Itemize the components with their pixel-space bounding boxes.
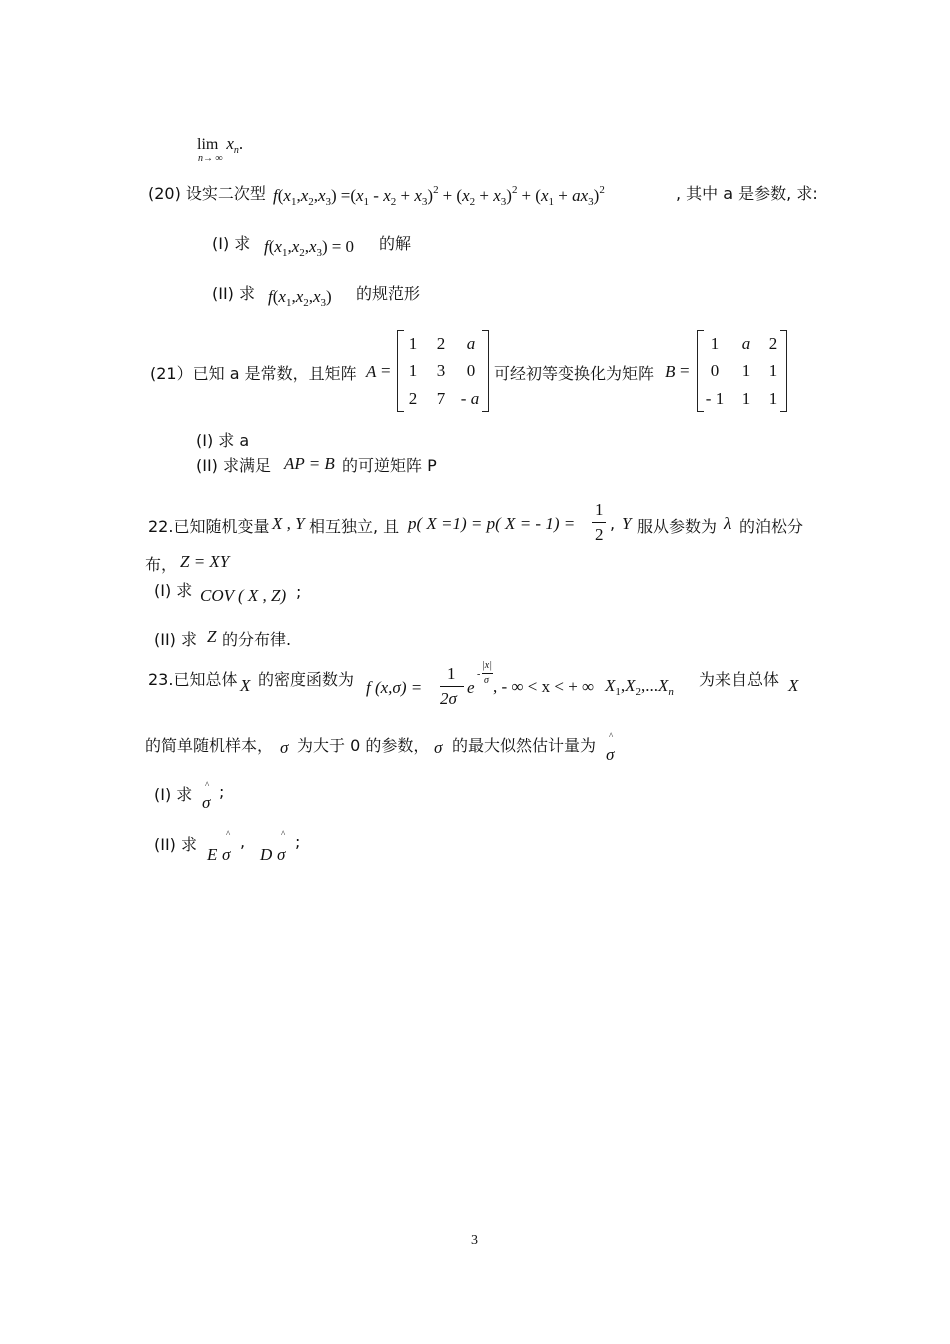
- paren: (: [277, 186, 284, 205]
- q23-part2-hat-d: ^: [281, 829, 286, 839]
- x-var: x: [414, 186, 422, 205]
- q21-part2-formula: AP = B: [284, 454, 335, 473]
- paren: ): [427, 186, 434, 205]
- matrix-b: [697, 330, 787, 412]
- subscript: 1: [290, 196, 297, 208]
- x-var: x: [309, 237, 317, 256]
- q22-label: 22.已知随机变量: [148, 517, 270, 536]
- matrix-b-cell: a: [741, 334, 751, 353]
- q23-part2-label: (II) 求: [154, 835, 198, 854]
- q23-line2-c: 的最大似然估计量为: [452, 736, 597, 755]
- plus: +: [396, 186, 415, 205]
- paren: (: [268, 237, 275, 256]
- subscript: 1: [615, 686, 621, 698]
- x-var: x: [355, 186, 364, 205]
- lim-under: n→ ∞: [198, 153, 223, 164]
- paren: ): [506, 186, 512, 205]
- q23-exp-fraction-line: [482, 673, 493, 674]
- q23-part2-comma: ,: [240, 832, 246, 851]
- x-var: x: [313, 287, 321, 306]
- superscript: 2: [511, 184, 518, 196]
- x-var: x: [278, 287, 286, 306]
- matrix-a-cell: 3: [436, 361, 446, 380]
- x-var: x: [493, 186, 501, 205]
- q21-part1: (I) 求 a: [196, 431, 250, 450]
- q20-part1-formula: [264, 237, 354, 257]
- x-var: x: [540, 186, 549, 205]
- paren: (: [272, 287, 279, 306]
- matrix-b-name: B: [665, 362, 676, 381]
- q23-sigma-b: σ: [434, 738, 443, 757]
- superscript: 2: [599, 184, 605, 196]
- equals-zero: = 0: [331, 237, 355, 256]
- q23-sigma-hat: σ: [606, 745, 615, 764]
- q23-sigma-a: σ: [280, 738, 289, 757]
- comma: ,: [308, 287, 313, 306]
- q23-e: e: [467, 678, 475, 697]
- subscript: n: [668, 686, 674, 698]
- q22-semicolon: ;: [296, 582, 302, 601]
- matrix-a-equals: =: [381, 361, 391, 380]
- paren: (: [350, 186, 356, 205]
- q23-f-sigma: f (x,σ) =: [366, 678, 423, 697]
- q20-formula: [273, 186, 605, 206]
- comma: ,: [296, 186, 301, 205]
- paren: ): [331, 186, 337, 205]
- subscript: 3: [421, 196, 428, 208]
- matrix-a-cell: a: [466, 334, 476, 353]
- ax-var: ax: [572, 186, 589, 205]
- q20-part1-tail: 的解: [379, 234, 412, 253]
- q20-label: (20) 设实二次型: [148, 184, 266, 203]
- comma: ,: [304, 237, 309, 256]
- q23-label: 23.已知总体: [148, 670, 238, 689]
- sample-var: X: [625, 676, 636, 695]
- q23-line2-b: 为大于 0 的参数，: [297, 736, 430, 755]
- q21-part2-tail: 的可逆矩阵 P: [342, 456, 437, 475]
- x-var: x: [383, 186, 391, 205]
- q22-prob: p( X =1) = p( X = - 1) =: [408, 514, 576, 533]
- subscript: 2: [469, 196, 476, 208]
- subscript: 2: [635, 686, 642, 698]
- q23-text2: 为来自总体: [699, 670, 780, 689]
- q23-exp-minus: -: [477, 669, 481, 680]
- subscript: 3: [316, 247, 323, 259]
- matrix-b-cell: - 1: [705, 389, 725, 408]
- q22-z-def: Z = XY: [180, 552, 230, 571]
- subscript: 3: [588, 196, 594, 208]
- minus: -: [369, 186, 384, 205]
- f-symbol: f: [273, 186, 278, 205]
- matrix-b-cell: 1: [741, 361, 751, 380]
- superscript: 2: [433, 184, 439, 196]
- paren: ): [593, 186, 600, 205]
- q23-frac-den: 2σ: [440, 689, 457, 708]
- q23-part1-tail: ;: [219, 782, 225, 801]
- paren: (: [535, 186, 541, 205]
- q23-text1: 的密度函数为: [258, 670, 355, 689]
- q22-vars: X , Y: [272, 514, 305, 533]
- q20-part1-label: (I) 求: [212, 234, 251, 253]
- q22-frac-den: 2: [595, 525, 604, 544]
- matrix-a-cell: 2: [436, 334, 446, 353]
- limit-expression: [197, 134, 243, 154]
- matrix-a-name: A: [366, 362, 377, 381]
- q20-part2-tail: 的规范形: [356, 284, 421, 303]
- comma: ,: [287, 237, 292, 256]
- q20-tail: , 其中 a 是参数, 求:: [676, 184, 818, 203]
- q23-part2-tail: ;: [295, 832, 301, 851]
- matrix-a-cell: - a: [460, 389, 480, 408]
- x-var: x: [274, 237, 282, 256]
- matrix-b-equals: =: [680, 361, 690, 380]
- ellipsis: ,...: [641, 676, 659, 695]
- q22-Y: Y: [622, 514, 632, 533]
- q20-part2-label: (II) 求: [212, 284, 256, 303]
- q22-line2-text: 布，: [145, 555, 178, 574]
- q23-part1-label: (I) 求: [154, 785, 193, 804]
- q22-part2-label: (II) 求: [154, 630, 198, 649]
- lim-word: lim: [197, 136, 219, 153]
- matrix-a-cell: 7: [436, 389, 446, 408]
- f-symbol: f: [264, 237, 269, 256]
- plus: +: [475, 186, 494, 205]
- q22-comma: ,: [610, 514, 616, 533]
- matrix-b-cell: 1: [741, 389, 751, 408]
- matrix-b-cell: 1: [768, 361, 778, 380]
- subscript: 1: [548, 196, 554, 208]
- subscript: 3: [500, 196, 507, 208]
- matrix-a-cell: 1: [408, 334, 418, 353]
- q23-part1-sigma: σ: [202, 793, 211, 812]
- q23-E-sigma: σ: [222, 845, 231, 864]
- q23-exp-den: σ: [484, 675, 489, 686]
- lim-dot: .: [238, 134, 244, 153]
- q21-part2-label: (II) 求满足: [196, 456, 272, 475]
- x-var: x: [295, 287, 304, 306]
- page-number: 3: [471, 1233, 478, 1248]
- q22-fraction-line: [592, 522, 606, 523]
- q22-lambda: λ: [724, 514, 732, 533]
- matrix-a-cell: 2: [408, 389, 418, 408]
- q22-cov: COV ( X , Z): [200, 586, 287, 605]
- q21-label: (21）已知 a 是常数，且矩阵: [150, 364, 357, 383]
- q23-D-sigma: σ: [277, 845, 286, 864]
- q23-sample: [605, 676, 674, 696]
- f-symbol: f: [268, 287, 273, 306]
- subscript: 2: [303, 297, 309, 309]
- sample-var: X: [605, 676, 616, 695]
- x-var: x: [318, 186, 326, 205]
- subscript: 3: [320, 297, 327, 309]
- lim-x: x: [226, 134, 234, 153]
- q22-frac-num: 1: [595, 500, 604, 519]
- q23-E: E: [207, 845, 218, 864]
- matrix-b-cell: 0: [710, 361, 720, 380]
- subscript: 3: [325, 196, 332, 208]
- comma: ,: [291, 287, 296, 306]
- q22-part2-tail: 的分布律.: [222, 630, 292, 649]
- matrix-a: [397, 330, 489, 412]
- matrix-a-cell: 0: [466, 361, 476, 380]
- matrix-a-cell: 1: [408, 361, 418, 380]
- plus: +: [442, 186, 457, 205]
- matrix-b-cell: 2: [768, 334, 778, 353]
- subscript: 2: [390, 196, 397, 208]
- x-var: x: [283, 186, 291, 205]
- q23-hat: ^: [609, 731, 614, 741]
- paren: ): [322, 237, 328, 256]
- x-var: x: [462, 186, 470, 205]
- q23-part2-hat-e: ^: [226, 829, 231, 839]
- subscript: 1: [281, 247, 288, 259]
- comma: ,: [620, 676, 626, 695]
- subscript: 2: [299, 247, 305, 259]
- q22-text2: 服从参数为: [637, 517, 718, 536]
- sample-var: X: [658, 676, 669, 695]
- x-var: x: [300, 186, 309, 205]
- q23-part1-hat: ^: [205, 780, 210, 790]
- q22-Z: Z: [207, 627, 217, 646]
- subscript: 1: [363, 196, 370, 208]
- q22-part1-label: (I) 求: [154, 581, 193, 600]
- q23-range: , - ∞ < x < + ∞: [493, 677, 595, 696]
- q23-fraction-line: [440, 686, 464, 687]
- q22-text1: 相互独立, 且: [309, 517, 400, 536]
- q23-line2: 的简单随机样本，: [145, 736, 274, 755]
- q21-middle: 可经初等变换化为矩阵: [494, 364, 655, 383]
- q20-part2-formula: [268, 287, 332, 307]
- plus: +: [521, 186, 536, 205]
- matrix-b-cell: 1: [710, 334, 720, 353]
- lim-n: n: [233, 145, 239, 156]
- matrix-b-cell: 1: [768, 389, 778, 408]
- subscript: 2: [308, 196, 314, 208]
- q23-X2: X: [788, 676, 799, 695]
- paren: ): [326, 287, 332, 306]
- q22-text3: 的泊松分: [739, 517, 804, 536]
- subscript: 1: [285, 297, 292, 309]
- q23-D: D: [260, 845, 273, 864]
- plus: +: [554, 186, 573, 205]
- q23-X: X: [240, 676, 251, 695]
- q23-frac-num: 1: [447, 664, 456, 683]
- comma: ,: [313, 186, 318, 205]
- q23-exp-num: |x|: [482, 660, 492, 671]
- paren: (: [456, 186, 463, 205]
- equals: =: [340, 186, 351, 205]
- x-var: x: [291, 237, 300, 256]
